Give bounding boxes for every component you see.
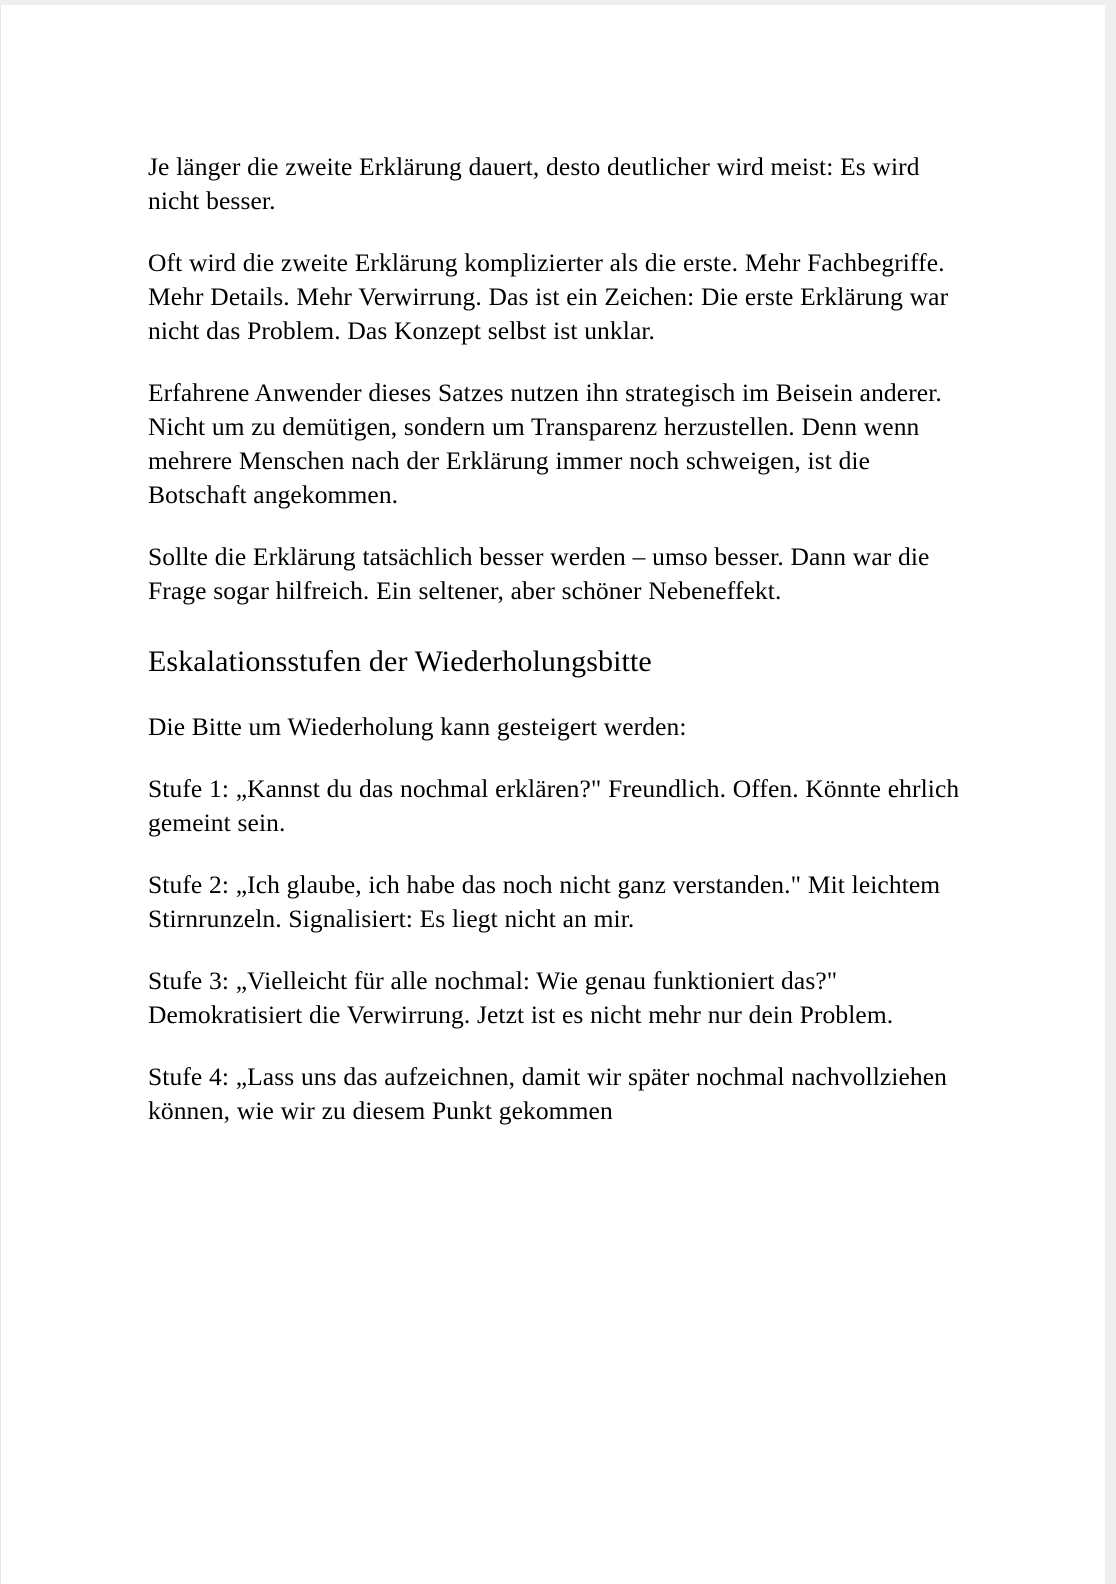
escalation-level-1: Stufe 1: „Kannst du das nochmal erklären?" Freundlich. Offen. Könnte ehrlich gemeint sein. xyxy=(148,774,960,837)
document-text-column xyxy=(148,150,960,1128)
paragraph: Erfahrene Anwender dieses Satzes nutzen ihn strategisch im Beisein anderer. Nicht um zu demütigen, sondern um Transparenz herzustellen. Denn wenn mehrere Menschen nach der Erklärung immer noch schweigen, ist die Botschaft angekommen. xyxy=(148,378,942,509)
section-heading: Eskalationsstufen der Wiederholungsbitte xyxy=(148,645,652,678)
paragraph: Sollte die Erklärung tatsächlich besser werden – umso besser. Dann war die Frage sogar hilfreich. Ein seltener, aber schöner Nebeneffekt. xyxy=(148,542,930,605)
paragraph-intro: Die Bitte um Wiederholung kann gesteigert werden: xyxy=(148,712,687,741)
page-right-edge-rule xyxy=(1105,5,1116,1584)
escalation-level-3: Stufe 3: „Vielleicht für alle nochmal: Wie genau funktioniert das?" Demokratisiert die Verwirrung. Jetzt ist es nicht mehr nur dein Problem. xyxy=(148,966,894,1029)
paragraph: Oft wird die zweite Erklärung komplizierter als die erste. Mehr Fachbegriffe. Mehr Details. Mehr Verwirrung. Das ist ein Zeichen: Die erste Erklärung war nicht das Problem. Das Konzept selbst ist unklar. xyxy=(148,248,949,345)
escalation-level-4: Stufe 4: „Lass uns das aufzeichnen, damit wir später nochmal nachvollziehen können, wie wir zu diesem Punkt gekommen xyxy=(148,1062,948,1125)
paragraph: Je länger die zweite Erklärung dauert, desto deutlicher wird meist: Es wird nicht besser. xyxy=(148,152,920,215)
escalation-level-2: Stufe 2: „Ich glaube, ich habe das noch nicht ganz verstanden." Mit leichtem Stirnrunzeln. Signalisiert: Es liegt nicht an mir. xyxy=(148,870,941,933)
document-page xyxy=(1,5,1105,1584)
